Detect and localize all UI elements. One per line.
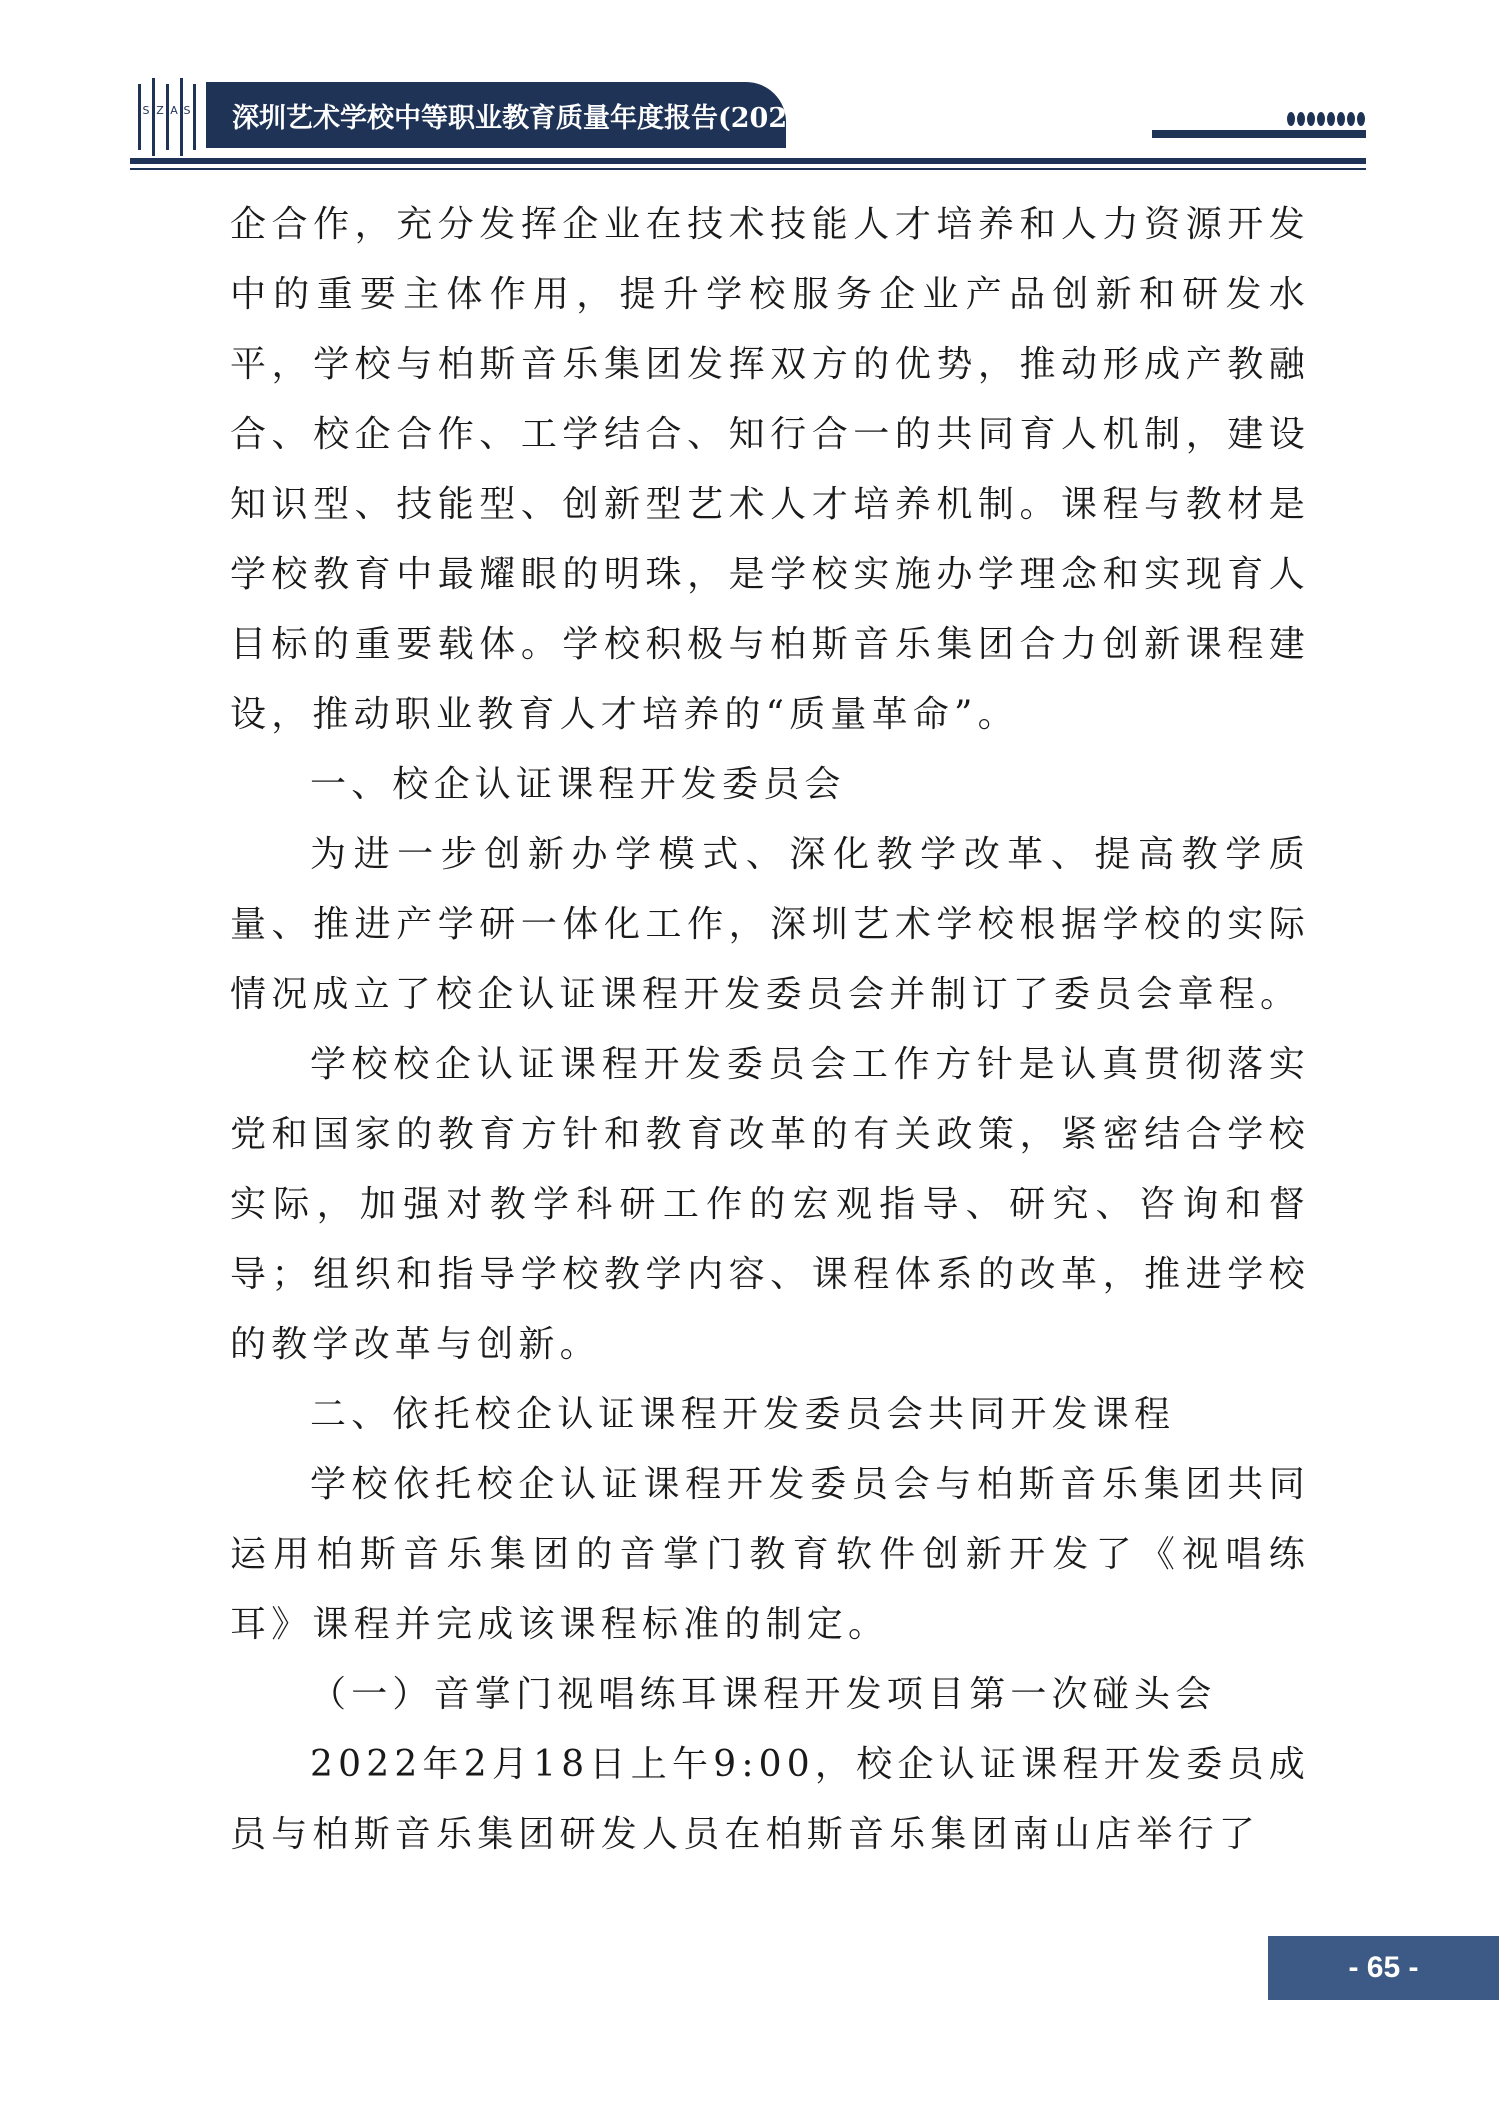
section-heading-1: 一、校企认证课程开发委员会	[310, 764, 846, 805]
paragraph: 为进一步创新办学模式、深化教学改革、提高教学质量、推进产学研一体化工作，深圳艺术学校根据学校的实际情况成立了校企认证课程开发委员会并制订了委员会章程。	[230, 834, 1310, 1015]
header-rule	[130, 158, 1366, 164]
logo-letter-a: A	[170, 104, 178, 117]
page-number: - 65 -	[1348, 1951, 1419, 1984]
body-text	[230, 190, 1310, 1870]
paragraph: 学校依托校企认证课程开发委员会与柏斯音乐集团共同运用柏斯音乐集团的音掌门教育软件创新开发了《视唱练耳》课程并完成该课程标准的制定。	[230, 1464, 1310, 1645]
report-title: 深圳艺术学校中等职业教育质量年度报告(2023)	[232, 103, 819, 134]
page-header	[0, 0, 1499, 175]
header-accent-rule	[1152, 130, 1366, 138]
decorative-dots-icon	[1286, 110, 1366, 128]
logo-letter-z: Z	[156, 104, 164, 117]
section-heading-2: 二、依托校企认证课程开发委员会共同开发课程	[310, 1394, 1176, 1435]
logo-letter-s2: S	[183, 104, 191, 117]
subsection-heading: （一）音掌门视唱练耳课程开发项目第一次碰头会	[310, 1674, 1217, 1715]
paragraph: 学校校企认证课程开发委员会工作方针是认真贯彻落实党和国家的教育方针和教育改革的有关政策，紧密结合学校实际，加强对教学科研工作的宏观指导、研究、咨询和督导；组织和指导学校教学内容、课程体系的改革，推进学校的教学改革与创新。	[230, 1044, 1310, 1365]
school-logo-icon	[138, 78, 196, 156]
page-number-box	[1268, 1936, 1499, 2000]
logo-letter-s1: S	[142, 104, 150, 117]
paragraph: 2022年2月18日上午9:00，校企认证课程开发委员成员与柏斯音乐集团研发人员在柏斯音乐集团南山店举行了	[230, 1744, 1310, 1855]
header-rule-thin	[130, 168, 1366, 170]
paragraph-continued: 企合作，充分发挥企业在技术技能人才培养和人力资源开发中的重要主体作用，提升学校服务企业产品创新和研发水平，学校与柏斯音乐集团发挥双方的优势，推动形成产教融合、校企合作、工学结合、知行合一的共同育人机制，建设知识型、技能型、创新型艺术人才培养机制。课程与教材是学校教育中最耀眼的明珠，是学校实施办学理念和实现育人目标的重要载体。学校积极与柏斯音乐集团合力创新课程建设，推动职业教育人才培养的“质量革命”。	[230, 204, 1310, 735]
